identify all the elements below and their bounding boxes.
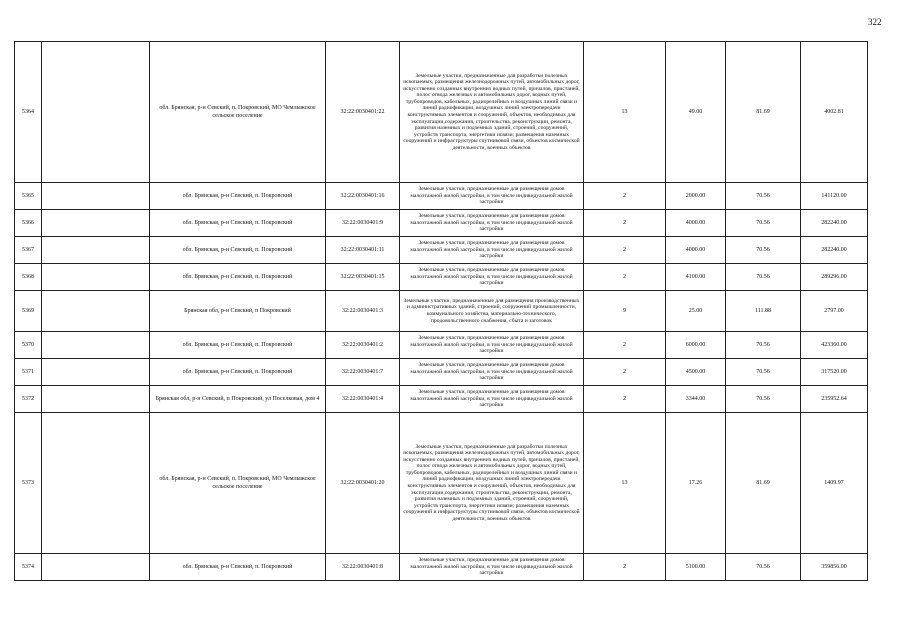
area-cell: 4100.00: [666, 264, 726, 291]
table-row: [15, 359, 868, 386]
address-cell: обл. Брянская, р-н Севский, п. Покровский: [150, 554, 326, 581]
row-number: 5372: [15, 386, 42, 413]
land-use-cell: Земельные участки, предназначенные для размещения домов малоэтажной жилой застройки, в том числе индивидуальной жилой застройки: [400, 210, 584, 237]
cadastral-number-cell: 32:22:0030401:9: [326, 210, 400, 237]
blank-cell: [42, 42, 150, 183]
address-cell: обл. Брянская, р-н Севский, п. Покровский: [150, 332, 326, 359]
group-cell: 2: [584, 554, 666, 581]
table-row: [15, 554, 868, 581]
rate-cell: 70.56: [726, 359, 801, 386]
land-use-cell: Земельные участки, предназначенные для разработки полезных ископаемых, размещения железнодорожных путей, автомобильных дорог, искусственно созданных внутренних водных путей, причалов, пристаней, полос отвода железных и автомобильных дорог, водных путей, трубопроводов, кабельных, радиорелейных и воздушных линий связи и линий радиофикации, воздушных линий электропередачи конструктивных элементов и сооружений, объектов, необходимых для эксплуатации,содержания, строительства, реконструкции, ремонта, развития наземных и подземных зданий, строений, сооружений, устройств транспорта, энергетики исвязи; размещения наземных сооружений и инфраструктуры спутниковой связи, объектов космической деятельности, военных объектов: [400, 413, 584, 554]
blank-cell: [42, 386, 150, 413]
row-number: 5370: [15, 332, 42, 359]
row-number: 5364: [15, 42, 42, 183]
cadastral-number-cell: 32:22:0030401:16: [326, 183, 400, 210]
area-cell: 5100.00: [666, 554, 726, 581]
blank-cell: [42, 264, 150, 291]
land-use-cell: Земельные участки, предназначенные для размещения домов малоэтажной жилой застройки, в том числе индивидуальной жилой застройки: [400, 332, 584, 359]
table-row: [15, 264, 868, 291]
area-cell: 6000.00: [666, 332, 726, 359]
area-cell: 49.00: [666, 42, 726, 183]
address-cell: обл. Брянская, р-н Севский, п. Покровский: [150, 183, 326, 210]
blank-cell: [42, 413, 150, 554]
value-cell: 235952.64: [801, 386, 868, 413]
cadastral-number-cell: 32:22:0030401:8: [326, 554, 400, 581]
group-cell: 13: [584, 413, 666, 554]
table-row: [15, 413, 868, 554]
cadastral-number-cell: 32:22:0030401:11: [326, 237, 400, 264]
rate-cell: 70.56: [726, 264, 801, 291]
area-cell: 4500.00: [666, 359, 726, 386]
row-number: 5368: [15, 264, 42, 291]
value-cell: 282240.00: [801, 210, 868, 237]
value-cell: 359856.00: [801, 554, 868, 581]
address-cell: обл. Брянская, р-н Севский, п. Покровский: [150, 237, 326, 264]
group-cell: 2: [584, 237, 666, 264]
rate-cell: 70.56: [726, 554, 801, 581]
area-cell: 3344.00: [666, 386, 726, 413]
land-use-cell: Земельные участки, предназначенные для размещения домов малоэтажной жилой застройки, в том числе индивидуальной жилой застройки: [400, 237, 584, 264]
land-use-cell: Земельные участки, предназначенные для размещения домов малоэтажной жилой застройки, в том числе индивидуальной жилой застройки: [400, 386, 584, 413]
rate-cell: 70.56: [726, 332, 801, 359]
blank-cell: [42, 183, 150, 210]
blank-cell: [42, 291, 150, 332]
rate-cell: 111.88: [726, 291, 801, 332]
cadastral-number-cell: 32:22:0030401:20: [326, 413, 400, 554]
rate-cell: 81.69: [726, 413, 801, 554]
area-cell: 4000.00: [666, 210, 726, 237]
rate-cell: 70.56: [726, 210, 801, 237]
group-cell: 2: [584, 183, 666, 210]
address-cell: обл. Брянская, р-н Севский, п. Покровский: [150, 264, 326, 291]
address-cell: Брянская обл, р-н Севский, п Покровский, ул Поселковая, дом 4: [150, 386, 326, 413]
area-cell: 4000.00: [666, 237, 726, 264]
row-number: 5366: [15, 210, 42, 237]
row-number: 5373: [15, 413, 42, 554]
group-cell: 9: [584, 291, 666, 332]
value-cell: 289296.00: [801, 264, 868, 291]
rate-cell: 70.56: [726, 386, 801, 413]
table-row: [15, 183, 868, 210]
table-row: [15, 291, 868, 332]
rate-cell: 70.56: [726, 237, 801, 264]
table-row: [15, 210, 868, 237]
area-cell: 2000.00: [666, 183, 726, 210]
table-row: [15, 332, 868, 359]
address-cell: обл. Брянская, р-н Севский, п. Покровский, МО Чемлыжское сельское поселение: [150, 42, 326, 183]
land-use-cell: Земельные участки, предназначенные для разработки полезных ископаемых, размещения железнодорожных путей, автомобильных дорог, искусственно созданных внутренних водных путей, причалов, пристаней, полос отвода железных и автомобильных дорог, водных путей, трубопроводов, кабельных, радиорелейных и воздушных линий связи и линий радиофикации, воздушных линий электропередачи конструктивных элементов и сооружений, объектов, необходимых для эксплуатации,содержания, строительства, реконструкции, ремонта, развития наземных и подземных зданий, строений, сооружений, устройств транспорта, энергетики исвязи; размещения наземных сооружений и инфраструктуры спутниковой связи, объектов космической деятельности, военных объектов: [400, 42, 584, 183]
area-cell: 17.26: [666, 413, 726, 554]
land-use-cell: Земельные участки, предназначенные для размещения домов малоэтажной жилой застройки, в том числе индивидуальной жилой застройки: [400, 554, 584, 581]
address-cell: обл. Брянская, р-н Севский, п. Покровский, МО Чемлыжское сельское поселение: [150, 413, 326, 554]
cadastral-number-cell: 32:22:0030401:2: [326, 332, 400, 359]
table-row: [15, 237, 868, 264]
row-number: 5371: [15, 359, 42, 386]
value-cell: 141120.00: [801, 183, 868, 210]
value-cell: 317520.00: [801, 359, 868, 386]
cadastral-number-cell: 32:22:0030401:7: [326, 359, 400, 386]
land-use-cell: Земельные участки, предназначенные для размещения производственных и административных зданий, строений, сооружений промышленности, коммунального хозяйства, материально-технического, продовольственного снабжения, сбыта и заготовок: [400, 291, 584, 332]
address-cell: Брянская обл, р-н Севский, п Покровский: [150, 291, 326, 332]
blank-cell: [42, 237, 150, 264]
blank-cell: [42, 210, 150, 237]
cadastral-number-cell: 32:22:0030401:22: [326, 42, 400, 183]
group-cell: 2: [584, 359, 666, 386]
address-cell: обл. Брянская, р-н Севский, п. Покровский: [150, 359, 326, 386]
value-cell: 282240.00: [801, 237, 868, 264]
value-cell: 423360.00: [801, 332, 868, 359]
group-cell: 13: [584, 42, 666, 183]
value-cell: 2797.00: [801, 291, 868, 332]
land-use-cell: Земельные участки, предназначенные для размещения домов малоэтажной жилой застройки, в том числе индивидуальной жилой застройки: [400, 264, 584, 291]
row-number: 5365: [15, 183, 42, 210]
table-row: [15, 42, 868, 183]
rate-cell: 70.56: [726, 183, 801, 210]
row-number: 5367: [15, 237, 42, 264]
group-cell: 2: [584, 386, 666, 413]
address-cell: обл. Брянская, р-н Севский, п. Покровский: [150, 210, 326, 237]
group-cell: 2: [584, 210, 666, 237]
cadastral-number-cell: 32:22:0030401:3: [326, 291, 400, 332]
blank-cell: [42, 332, 150, 359]
blank-cell: [42, 359, 150, 386]
rate-cell: 81.69: [726, 42, 801, 183]
group-cell: 2: [584, 332, 666, 359]
value-cell: 4002.81: [801, 42, 868, 183]
land-use-cell: Земельные участки, предназначенные для размещения домов малоэтажной жилой застройки, в том числе индивидуальной жилой застройки: [400, 183, 584, 210]
blank-cell: [42, 554, 150, 581]
cadastral-number-cell: 32:22:0030401:15: [326, 264, 400, 291]
cadastral-value-table: [14, 41, 868, 581]
page-number: 322: [868, 17, 882, 27]
value-cell: 1409.97: [801, 413, 868, 554]
area-cell: 25.00: [666, 291, 726, 332]
row-number: 5369: [15, 291, 42, 332]
row-number: 5374: [15, 554, 42, 581]
table-row: [15, 386, 868, 413]
land-use-cell: Земельные участки, предназначенные для размещения домов малоэтажной жилой застройки, в том числе индивидуальной жилой застройки: [400, 359, 584, 386]
cadastral-number-cell: 32:22:0030401:4: [326, 386, 400, 413]
group-cell: 2: [584, 264, 666, 291]
